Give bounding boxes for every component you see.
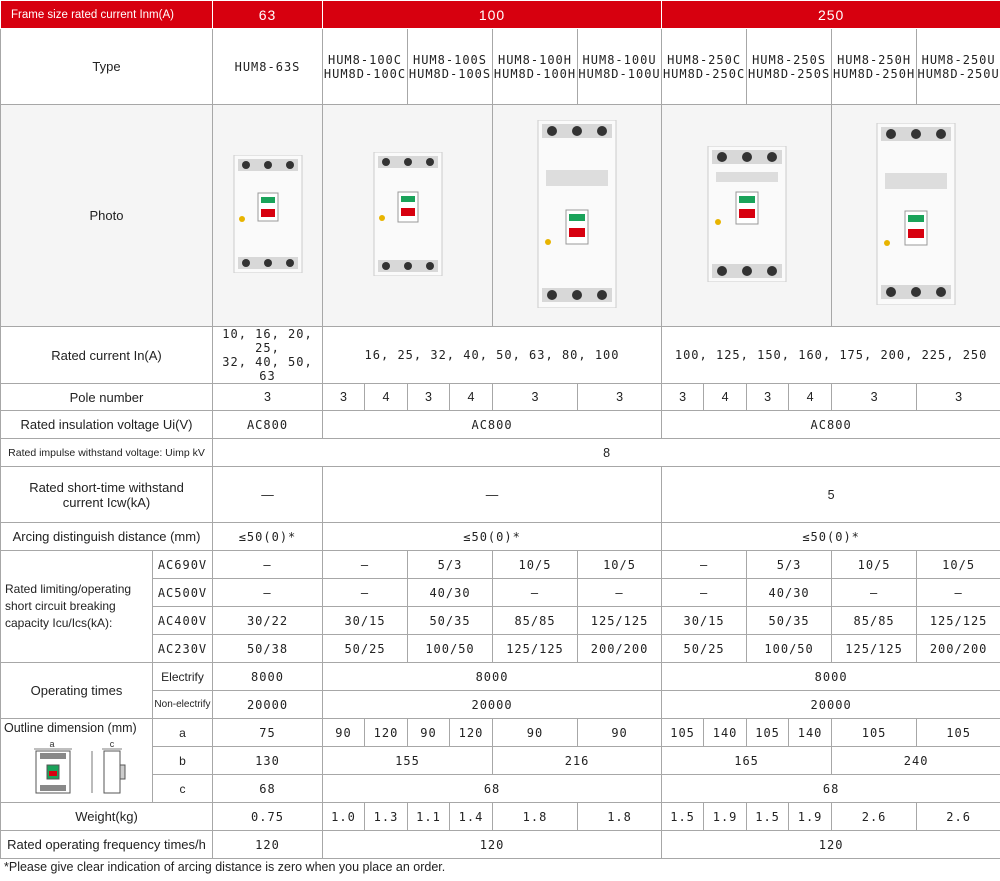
impulse-row: [1, 439, 1000, 467]
pole-value: 3: [747, 384, 789, 411]
impulse-value: 8: [213, 439, 1000, 467]
frame-250: 250: [662, 1, 1000, 29]
weight-value: 1.8: [493, 803, 578, 831]
outline-value: 155: [323, 747, 493, 775]
outline-value: 240: [832, 747, 1000, 775]
voltage-label: AC400V: [153, 607, 213, 635]
operating-value: 20000: [662, 691, 1000, 719]
insulation-63: AC800: [213, 411, 323, 439]
photo-100cs: [323, 105, 493, 327]
breaking-value: 125/125: [832, 635, 917, 663]
weight-row: [1, 803, 1000, 831]
weight-value: 2.6: [917, 803, 1000, 831]
arcing-row: [1, 523, 1000, 551]
voltage-label: AC230V: [153, 635, 213, 663]
short-time-row: [1, 467, 1000, 523]
outline-value: 68: [213, 775, 323, 803]
breaking-value: 40/30: [747, 579, 832, 607]
weight-value: 1.4: [450, 803, 493, 831]
weight-value: 1.5: [662, 803, 704, 831]
pole-value: 3: [917, 384, 1000, 411]
breaking-value: 40/30: [408, 579, 493, 607]
breaking-value: 85/85: [493, 607, 578, 635]
operating-value: 20000: [323, 691, 662, 719]
frame-63: 63: [213, 1, 323, 29]
insulation-label: Rated insulation voltage Ui(V): [1, 411, 213, 439]
outline-value: 165: [662, 747, 832, 775]
arcing-label: Arcing distinguish distance (mm): [1, 523, 213, 551]
breaking-row-690: [1, 551, 1000, 579]
weight-value: 1.3: [365, 803, 408, 831]
breaking-value: 85/85: [832, 607, 917, 635]
non-electrify-label: Non-electrify: [153, 691, 213, 719]
weight-label: Weight(kg): [1, 803, 213, 831]
outline-value: 68: [662, 775, 1000, 803]
outline-value: 90: [493, 719, 578, 747]
breaking-value: 30/15: [662, 607, 747, 635]
pole-value: 3: [662, 384, 704, 411]
type-label: Type: [1, 29, 213, 105]
pole-number-label: Pole number: [1, 384, 213, 411]
outline-label: Outline dimension (mm): [4, 721, 137, 735]
frequency-value: 120: [662, 831, 1000, 859]
breaking-value: —: [662, 579, 747, 607]
rated-current-100: 16, 25, 32, 40, 50, 63, 80, 100: [323, 327, 662, 384]
operating-electrify-row: [1, 663, 1000, 691]
breaker-image: [536, 120, 618, 308]
frequency-value: 120: [323, 831, 662, 859]
outline-label-cell: [1, 719, 153, 803]
breaking-value: —: [832, 579, 917, 607]
outline-value: 90: [323, 719, 365, 747]
operating-value: 8000: [213, 663, 323, 691]
breaking-value: 10/5: [493, 551, 578, 579]
outline-value: 75: [213, 719, 323, 747]
outline-value: 90: [408, 719, 450, 747]
electrify-label: Electrify: [153, 663, 213, 691]
pole-value: 3: [408, 384, 450, 411]
breaking-value: —: [662, 551, 747, 579]
breaking-value: 100/50: [408, 635, 493, 663]
pole-value: 3: [832, 384, 917, 411]
weight-value: 1.0: [323, 803, 365, 831]
pole-value: 3: [323, 384, 365, 411]
breaker-image: [706, 146, 788, 282]
pole-value: 4: [789, 384, 832, 411]
voltage-label: AC690V: [153, 551, 213, 579]
arcing-250: ≤50(0)*: [662, 523, 1000, 551]
breaking-value: 10/5: [917, 551, 1000, 579]
insulation-100: AC800: [323, 411, 662, 439]
breaking-value: 125/125: [578, 607, 662, 635]
impulse-label: Rated impulse withstand voltage: Uimp kV: [1, 439, 213, 467]
outline-value: 105: [747, 719, 789, 747]
breaking-value: 100/50: [747, 635, 832, 663]
breaking-value: —: [917, 579, 1000, 607]
breaking-value: —: [493, 579, 578, 607]
header-row: [1, 1, 1000, 29]
outline-value: 105: [917, 719, 1000, 747]
breaking-value: —: [578, 579, 662, 607]
breaking-value: 30/15: [323, 607, 408, 635]
outline-b-label: b: [153, 747, 213, 775]
type-hum8-100c: HUM8-100C HUM8D-100C: [323, 29, 408, 105]
short-time-250: 5: [662, 467, 1000, 523]
type-hum8-250u: HUM8-250U HUM8D-250U: [917, 29, 1000, 105]
outline-a-label: a: [153, 719, 213, 747]
breaking-value: 125/125: [493, 635, 578, 663]
weight-value: 1.1: [408, 803, 450, 831]
operating-value: 20000: [213, 691, 323, 719]
outline-value: 140: [704, 719, 747, 747]
photo-250hu: [832, 105, 1000, 327]
frequency-value: 120: [213, 831, 323, 859]
pole-value: 4: [704, 384, 747, 411]
voltage-label: AC500V: [153, 579, 213, 607]
breaking-value: 10/5: [578, 551, 662, 579]
breaking-value: —: [213, 551, 323, 579]
breaking-value: 5/3: [747, 551, 832, 579]
weight-value: 1.9: [789, 803, 832, 831]
breaker-image: [372, 152, 444, 276]
outline-fig-c: c: [109, 739, 115, 749]
rated-current-250: 100, 125, 150, 160, 175, 200, 225, 250: [662, 327, 1000, 384]
breaking-label: Rated limiting/operating short circuit breaking capacity Icu/Ics(kA):: [1, 551, 153, 663]
breaking-value: 50/35: [408, 607, 493, 635]
outline-a-row: [1, 719, 1000, 747]
photo-label: Photo: [1, 105, 213, 327]
outline-value: 120: [450, 719, 493, 747]
breaking-value: —: [323, 551, 408, 579]
type-hum8-250c: HUM8-250C HUM8D-250C: [662, 29, 747, 105]
outline-c-label: c: [153, 775, 213, 803]
photo-100hu: [493, 105, 662, 327]
outline-fig-a: a: [49, 739, 55, 749]
type-hum8-100u: HUM8-100U HUM8D-100U: [578, 29, 662, 105]
type-hum8-100s: HUM8-100S HUM8D-100S: [408, 29, 493, 105]
breaking-value: 125/125: [917, 607, 1000, 635]
footnote: *Please give clear indication of arcing distance is zero when you place an order.: [4, 860, 446, 874]
pole-value: 4: [365, 384, 408, 411]
short-time-63: —: [213, 467, 323, 523]
outline-value: 130: [213, 747, 323, 775]
breaking-value: 50/38: [213, 635, 323, 663]
outline-value: 105: [662, 719, 704, 747]
weight-value: 0.75: [213, 803, 323, 831]
pole-value: 3: [213, 384, 323, 411]
breaking-value: 10/5: [832, 551, 917, 579]
frame-100: 100: [323, 1, 662, 29]
pole-value: 4: [450, 384, 493, 411]
arcing-100: ≤50(0)*: [323, 523, 662, 551]
breaking-value: 200/200: [917, 635, 1000, 663]
type-hum8-250h: HUM8-250H HUM8D-250H: [832, 29, 917, 105]
type-hum8-250s: HUM8-250S HUM8D-250S: [747, 29, 832, 105]
type-hum8-100h: HUM8-100H HUM8D-100H: [493, 29, 578, 105]
type-row: [1, 29, 1000, 105]
outline-value: 216: [493, 747, 662, 775]
outline-diagram: [32, 739, 142, 797]
short-time-100: —: [323, 467, 662, 523]
breaking-value: —: [323, 579, 408, 607]
weight-value: 2.6: [832, 803, 917, 831]
insulation-row: [1, 411, 1000, 439]
operating-label: Operating times: [1, 663, 153, 719]
pole-number-row: [1, 384, 1000, 411]
breaker-image: [875, 123, 957, 305]
type-hum8-63s: HUM8-63S: [213, 29, 323, 105]
photo-250cs: [662, 105, 832, 327]
rated-current-label: Rated current In(A): [1, 327, 213, 384]
operating-value: 8000: [662, 663, 1000, 691]
breaking-value: 200/200: [578, 635, 662, 663]
outline-value: 90: [578, 719, 662, 747]
insulation-250: AC800: [662, 411, 1000, 439]
breaker-image: [232, 155, 304, 273]
arcing-63: ≤50(0)*: [213, 523, 323, 551]
rated-current-row: [1, 327, 1000, 384]
breaking-value: —: [213, 579, 323, 607]
breaking-value: 50/35: [747, 607, 832, 635]
short-time-label: Rated short-time withstand current Icw(kA): [1, 467, 213, 523]
outline-value: 68: [323, 775, 662, 803]
breaking-value: 50/25: [662, 635, 747, 663]
outline-value: 120: [365, 719, 408, 747]
pole-value: 3: [578, 384, 662, 411]
weight-value: 1.9: [704, 803, 747, 831]
frame-size-label: Frame size rated current Inm(A): [1, 1, 213, 29]
breaking-value: 50/25: [323, 635, 408, 663]
outline-value: 140: [789, 719, 832, 747]
rated-current-63: 10, 16, 20, 25, 32, 40, 50, 63: [213, 327, 323, 384]
weight-value: 1.5: [747, 803, 789, 831]
pole-value: 3: [493, 384, 578, 411]
frequency-label: Rated operating frequency times/h: [1, 831, 213, 859]
photo-row: [1, 105, 1000, 327]
breaking-value: 5/3: [408, 551, 493, 579]
breaking-value: 30/22: [213, 607, 323, 635]
operating-value: 8000: [323, 663, 662, 691]
frequency-row: [1, 831, 1000, 859]
photo-63: [213, 105, 323, 327]
outline-value: 105: [832, 719, 917, 747]
weight-value: 1.8: [578, 803, 662, 831]
